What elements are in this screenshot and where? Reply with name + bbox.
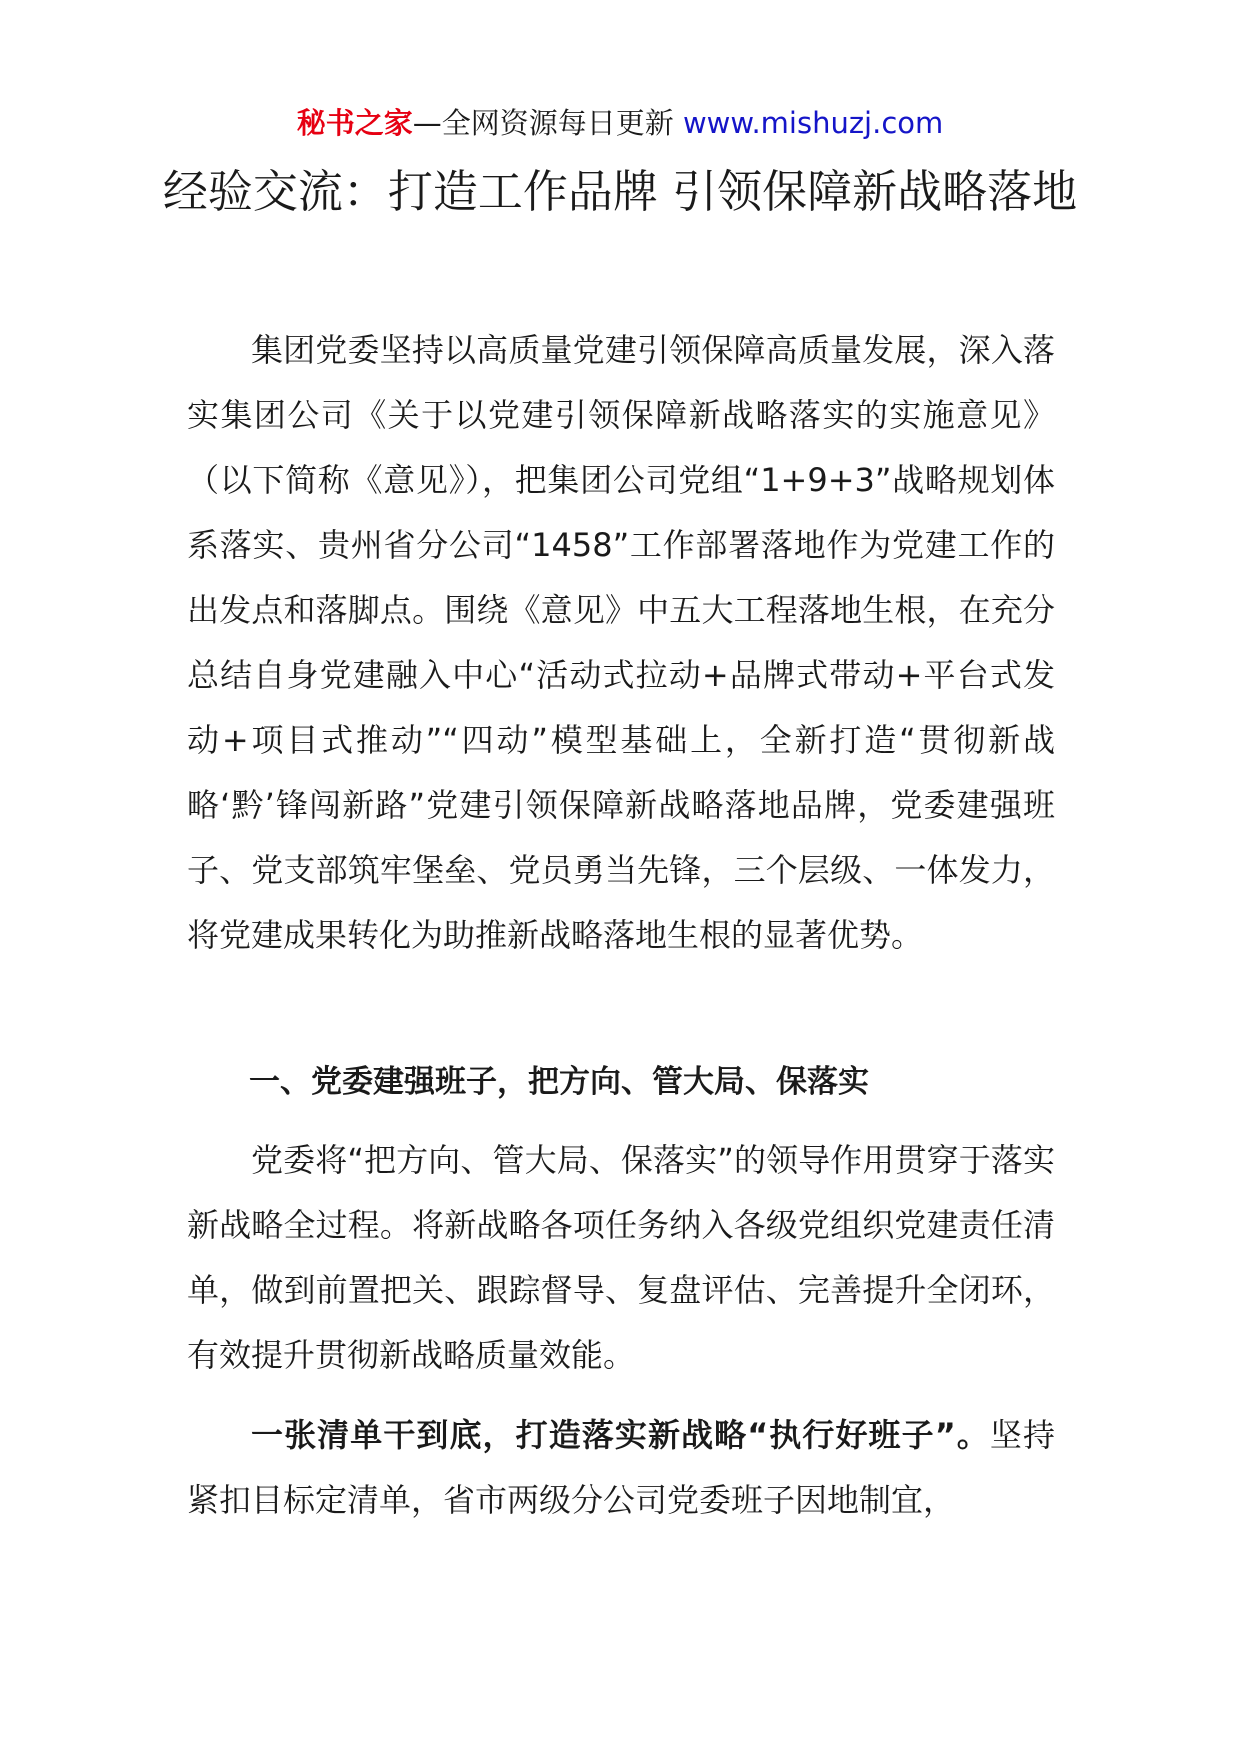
header-tagline: —全网资源每日更新	[412, 106, 683, 140]
sub-section-heading: 一张清单干到底，打造落实新战略“执行好班子”。	[251, 1416, 990, 1454]
sub-section-text: 坚持紧扣目标定清单，省市两级分公司党委班子因地制宜，	[187, 1416, 1055, 1519]
intro-paragraph-block	[187, 318, 1055, 968]
site-header	[0, 102, 1240, 144]
sub-section-paragraph	[187, 1403, 1055, 1533]
sub-section-paragraph-block	[187, 1403, 1055, 1533]
section-one-paragraph-block	[187, 1128, 1055, 1388]
section-one-heading: 一、党委建强班子，把方向、管大局、保落实	[249, 1064, 869, 1100]
intro-paragraph: 集团党委坚持以高质量党建引领保障高质量发展，深入落实集团公司《关于以党建引领保障新战略落实的实施意见》（以下简称《意见》），把集团公司党组“1+9+3”战略规划体系落实、贵州省分公司“1458”工作部署落地作为党建工作的出发点和落脚点。围绕《意见》中五大工程落地生根，在充分总结自身党建融入中心“活动式拉动+品牌式带动+平台式发动+项目式推动”“四动”模型基础上，全新打造“贯彻新战略‘黔’锋闯新路”党建引领保障新战略落地品牌，党委建强班子、党支部筑牢堡垒、党员勇当先锋，三个层级、一体发力，将党建成果转化为助推新战略落地生根的显著优势。	[187, 331, 1055, 954]
document-title: 经验交流：打造工作品牌 引领保障新战略落地	[162, 165, 1078, 218]
brand-name: 秘书之家	[296, 106, 413, 140]
section-one-paragraph: 党委将“把方向、管大局、保落实”的领导作用贯穿于落实新战略全过程。将新战略各项任务纳入各级党组织党建责任清单，做到前置把关、跟踪督导、复盘评估、完善提升全闭环，有效提升贯彻新战略质量效能。	[187, 1141, 1055, 1374]
section-one-heading-block	[187, 1050, 1055, 1115]
site-url-link[interactable]: www.mishuzj.com	[682, 106, 944, 140]
